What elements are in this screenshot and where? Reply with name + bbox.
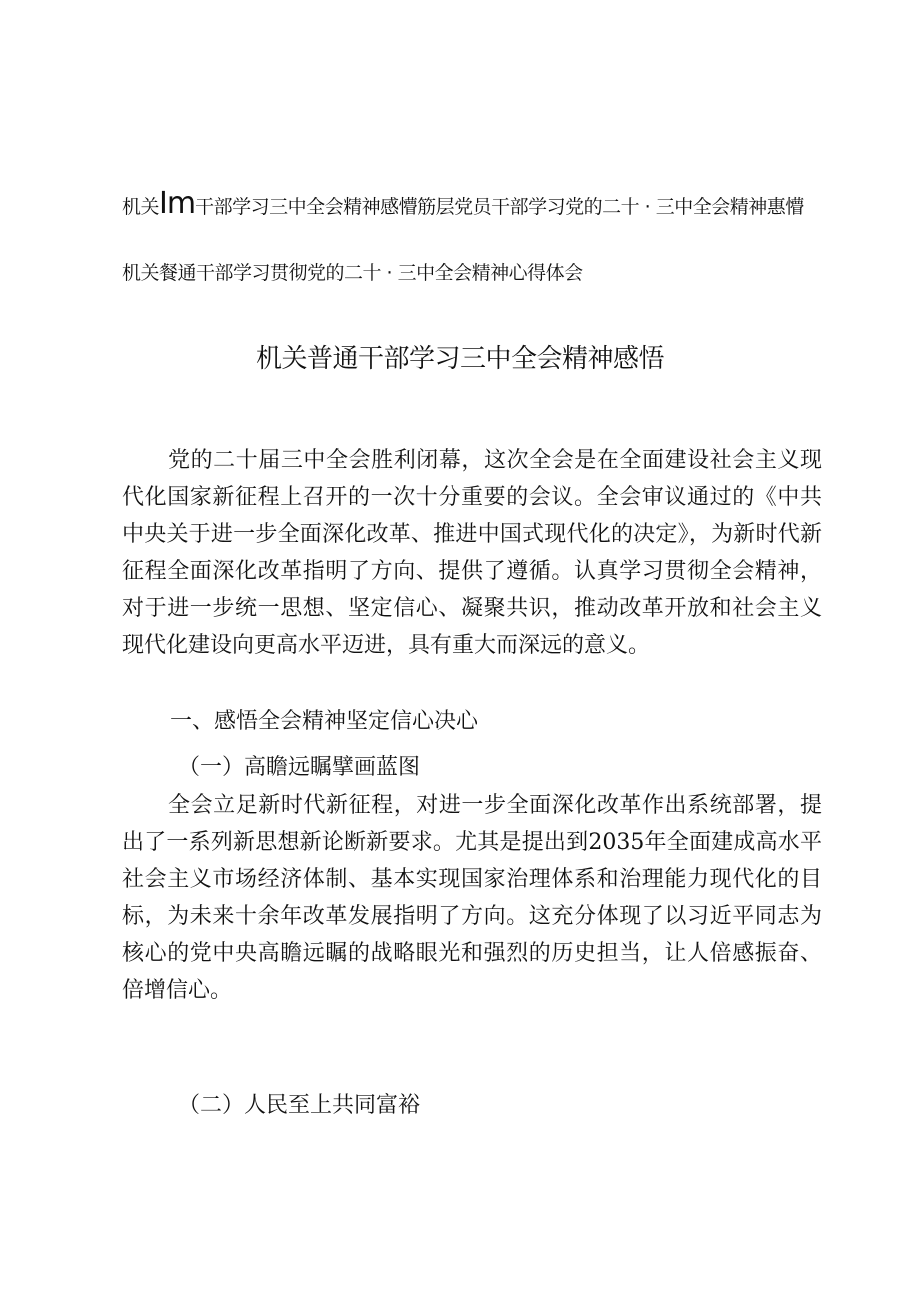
toc-entry-1-suffix: 干部学习三中全会精神感懵筋层党员干部学习党的二十 · 三中全会精神惠懵 <box>195 196 804 218</box>
document-title: 机关普通干部学习三中全会精神感悟 <box>255 344 664 374</box>
subsection-1-heading: （一）高瞻远瞩擘画蓝图 <box>178 755 421 780</box>
toc-entry-1-glyph: Im <box>159 186 196 221</box>
toc-entry-2: 机关餐通干部学习贯彻党的二十 · 三中全会精神心得体会 <box>122 262 583 284</box>
subsection-2-heading: （二）人民至上共同富裕 <box>178 1093 421 1118</box>
toc-entry-1 <box>122 186 804 221</box>
intro-paragraph: 党的二十届三中全会胜利闭幕，这次全会是在全面建设社会主义现代化国家新征程上召开的一次十分重要的会议。全会审议通过的《中共中央关于进一步全面深化改革、推进中国式现代化的决定》，为新时代新征程全面深化改革指明了方向、提供了遵循。认真学习贯彻全会精神，对于进一步统一思想、坚定信心、凝聚共识，推动改革开放和社会主义现代化建设向更高水平迈进，具有重大而深远的意义。 <box>122 448 822 658</box>
section-1-heading: 一、感悟全会精神坚定信心决心 <box>170 709 479 734</box>
subsection-1-paragraph: 全会立足新时代新征程，对进一步全面深化改革作出系统部署，提出了一系列新思想新论断新要求。尤其是提出到2035年全面建成高水平社会主义市场经济体制、基本实现国家治理体系和治理能力现代化的目标，为未来十余年改革发展指明了方向。这充分体现了以习近平同志为核心的党中央高瞻远瞩的战略眼光和强烈的历史担当，让人倍感振奋、倍增信心。 <box>122 793 822 1003</box>
toc-entry-1-prefix: 机关 <box>122 196 160 218</box>
